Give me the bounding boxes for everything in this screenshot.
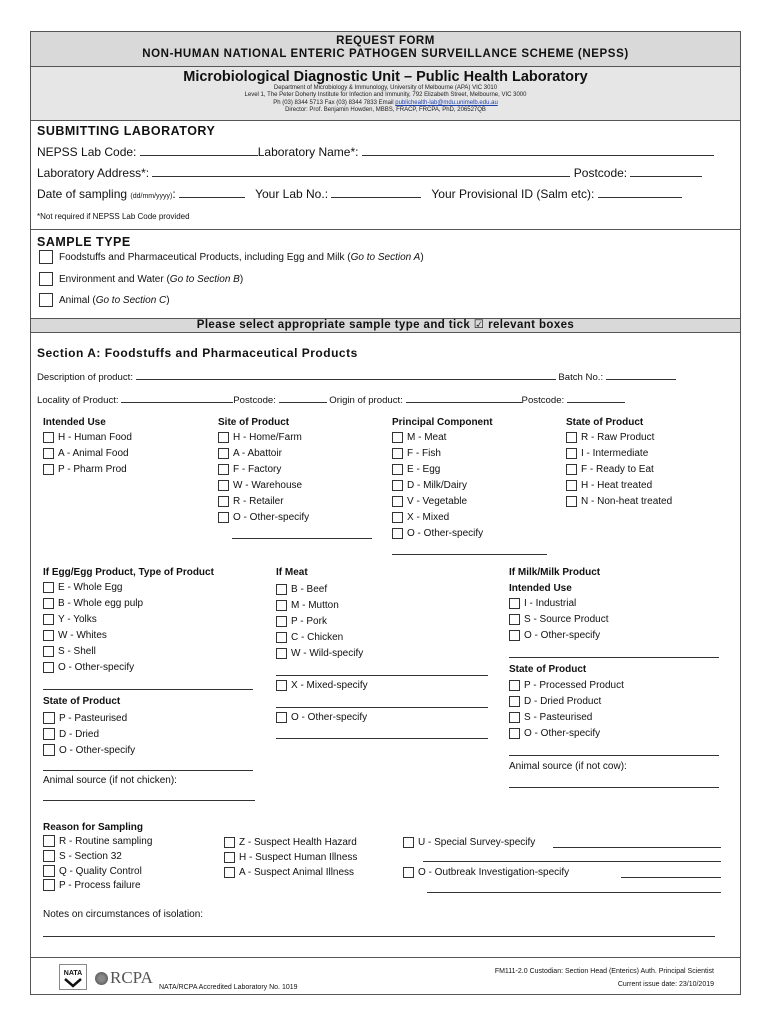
locality-postcode-field[interactable] xyxy=(279,393,327,403)
required-note: *Not required if NEPSS Lab Code provided xyxy=(37,212,190,221)
sample-type-animal[interactable]: Animal ( Go to Section C ) xyxy=(39,293,170,307)
accredited-text: NATA/RCPA Accredited Laboratory No. 1019 xyxy=(159,984,298,991)
checkbox[interactable] xyxy=(392,448,403,459)
rcpa-logo: RCPA xyxy=(95,968,153,988)
checkbox[interactable] xyxy=(392,496,403,507)
milk-state-option[interactable]: D - Dried Product xyxy=(509,696,601,707)
milk-use-option[interactable]: O - Other-specify xyxy=(509,630,600,641)
checkbox[interactable] xyxy=(392,480,403,491)
reason-option[interactable]: H - Suspect Human Illness xyxy=(224,852,357,863)
special-survey-field[interactable] xyxy=(553,847,721,848)
checkbox[interactable] xyxy=(276,616,287,627)
checkbox[interactable] xyxy=(509,680,520,691)
checkbox[interactable] xyxy=(43,614,54,625)
checkbox[interactable] xyxy=(43,662,54,673)
submitting-lab-section xyxy=(31,122,740,229)
state-option[interactable]: H - Heat treated xyxy=(566,480,652,491)
special-survey-field-2[interactable] xyxy=(423,861,721,862)
egg-state-option[interactable]: P - Pasteurised xyxy=(43,712,127,724)
sample-type-food[interactable]: Foodstuffs and Pharmaceutical Products, including Egg and Milk ( Go to Section A ) xyxy=(39,250,424,264)
state-option[interactable]: R - Raw Product xyxy=(566,432,654,443)
checkbox[interactable] xyxy=(224,837,235,848)
checkbox[interactable] xyxy=(392,528,403,539)
milk-use-other-field[interactable] xyxy=(509,657,719,658)
state-option[interactable]: I - Intermediate xyxy=(566,448,648,459)
checkbox[interactable] xyxy=(509,712,520,723)
request-form-page xyxy=(30,31,741,995)
meat-other-field[interactable] xyxy=(276,738,488,739)
egg-option[interactable]: O - Other-specify xyxy=(43,662,134,673)
checkbox[interactable] xyxy=(43,448,54,459)
origin-field[interactable] xyxy=(406,393,522,403)
site-option[interactable]: F - Factory xyxy=(218,464,281,475)
issue-date-text: Current issue date: 23/10/2019 xyxy=(617,981,714,988)
site-option[interactable]: W - Warehouse xyxy=(218,480,302,491)
milk-state-title: State of Product xyxy=(509,664,587,675)
milk-animal-label: Animal source (if not cow): xyxy=(509,761,627,772)
principal-title: Principal Component xyxy=(392,417,493,428)
postcode-field[interactable] xyxy=(630,167,702,177)
principal-option[interactable]: F - Fish xyxy=(392,448,441,459)
outbreak-field[interactable] xyxy=(621,877,721,878)
checkbox[interactable] xyxy=(218,496,229,507)
description-field[interactable] xyxy=(136,370,556,380)
checkbox[interactable] xyxy=(403,837,414,848)
lab-code-field[interactable] xyxy=(140,146,258,156)
egg-title: If Egg/Egg Product, Type of Product xyxy=(43,567,214,578)
batch-field[interactable] xyxy=(606,370,676,380)
principal-option[interactable]: D - Milk/Dairy xyxy=(392,480,467,491)
egg-option[interactable]: W - Whites xyxy=(43,630,107,641)
principal-other-field[interactable] xyxy=(392,554,547,555)
form-title-block xyxy=(31,32,740,67)
notes-label: Notes on circumstances of isolation: xyxy=(43,909,204,920)
egg-option[interactable]: E - Whole Egg xyxy=(43,582,122,593)
site-option[interactable]: H - Home/Farm xyxy=(218,432,302,443)
nata-logo-text: NATA xyxy=(63,970,83,977)
reason-option[interactable]: Z - Suspect Health Hazard xyxy=(224,837,357,848)
site-other-field[interactable] xyxy=(232,538,372,539)
egg-option[interactable]: B - Whole egg pulp xyxy=(43,598,143,609)
egg-state-other-field[interactable] xyxy=(43,770,253,771)
checkbox[interactable] xyxy=(276,648,287,659)
unit-name: Microbiological Diagnostic Unit – Public Health Laboratory xyxy=(183,69,588,85)
meat-option[interactable]: W - Wild-specify xyxy=(276,648,363,659)
checkbox[interactable] xyxy=(276,712,287,723)
checkbox[interactable] xyxy=(276,600,287,611)
principal-option[interactable]: M - Meat xyxy=(392,432,446,443)
email-link[interactable]: publichealth-lab@mdu.unimelb.edu.au xyxy=(395,99,498,106)
intended-use-option[interactable]: P - Pharm Prod xyxy=(43,464,127,475)
milk-title: If Milk/Milk Product xyxy=(509,567,601,578)
sample-type-heading: SAMPLE TYPE xyxy=(37,235,131,249)
lab-address-field[interactable] xyxy=(152,167,570,177)
outbreak-field-2[interactable] xyxy=(427,892,721,893)
dept-line: Department of Microbiology & Immunology, University of Melbourne (APA) VIC 3010 xyxy=(273,85,498,91)
prov-id-field[interactable] xyxy=(598,188,682,198)
checkbox[interactable] xyxy=(43,744,55,756)
principal-option[interactable]: E - Egg xyxy=(392,464,440,475)
egg-state-option[interactable]: O - Other-specify xyxy=(43,744,135,756)
sample-type-section xyxy=(31,230,740,320)
site-option[interactable]: R - Retailer xyxy=(218,496,284,507)
checkbox[interactable] xyxy=(43,630,54,641)
lab-name-field[interactable] xyxy=(362,146,714,156)
egg-option[interactable]: S - Shell xyxy=(43,646,96,657)
meat-other-option[interactable]: O - Other-specify xyxy=(276,712,367,723)
footer xyxy=(31,957,740,995)
meat-option[interactable]: C - Chicken xyxy=(276,632,343,643)
meat-option[interactable]: B - Beef xyxy=(276,584,327,595)
meat-option[interactable]: M - Mutton xyxy=(276,600,339,611)
checkbox[interactable] xyxy=(509,598,520,609)
scheme-title: NON-HUMAN NATIONAL ENTERIC PATHOGEN SURVEILLANCE SCHEME (NEPSS) xyxy=(142,48,629,60)
contact-line: Ph (03) 8344 5713 Fax (03) 8344 7833 Email publichealth-lab@mdu.unimelb.edu.au xyxy=(273,99,498,106)
checkbox[interactable] xyxy=(43,432,54,443)
date-sampling-field[interactable] xyxy=(179,188,245,198)
milk-use-option[interactable]: S - Source Product xyxy=(509,614,608,625)
milk-state-other-field[interactable] xyxy=(509,755,719,756)
instruction-band: Please select appropriate sample type and tick ☑ relevant boxes xyxy=(31,318,740,333)
milk-state-option[interactable]: S - Pasteurised xyxy=(509,712,592,723)
checkbox[interactable] xyxy=(403,867,414,878)
section-a-heading: Section A: Foodstuffs and Pharmaceutical Products xyxy=(37,346,358,360)
reason-option[interactable]: P - Process failure xyxy=(43,879,141,891)
principal-option[interactable]: V - Vegetable xyxy=(392,496,467,507)
rcpa-globe-icon xyxy=(95,972,108,985)
checkbox[interactable] xyxy=(224,867,235,878)
checkbox[interactable] xyxy=(218,448,229,459)
checkbox[interactable] xyxy=(43,712,55,724)
egg-state-option[interactable]: D - Dried xyxy=(43,728,99,740)
checkbox[interactable] xyxy=(218,464,229,475)
checkbox[interactable] xyxy=(224,852,235,863)
locality-field[interactable] xyxy=(121,393,233,403)
intended-use-title: Intended Use xyxy=(43,417,106,428)
notes-field[interactable] xyxy=(43,936,715,937)
egg-state-title: State of Product xyxy=(43,696,121,707)
principal-option[interactable]: X - Mixed xyxy=(392,512,449,523)
reason-option[interactable]: R - Routine sampling xyxy=(43,835,152,847)
milk-use-title: Intended Use xyxy=(509,583,572,594)
checkbox[interactable] xyxy=(218,512,229,523)
checkbox[interactable] xyxy=(566,448,577,459)
site-option[interactable]: O - Other-specify xyxy=(218,512,309,523)
checkbox[interactable] xyxy=(43,582,54,593)
reason-option[interactable]: S - Section 32 xyxy=(43,850,122,862)
description-row: Description of product: Batch No.: xyxy=(37,370,676,383)
checkbox[interactable] xyxy=(218,480,229,491)
nata-logo-icon xyxy=(59,964,87,990)
animal-checkbox[interactable] xyxy=(39,293,53,307)
reason-option[interactable]: O - Outbreak Investigation-specify xyxy=(403,867,569,878)
checkbox[interactable] xyxy=(509,630,520,641)
checkbox[interactable] xyxy=(43,728,55,740)
checkbox[interactable] xyxy=(43,835,55,847)
lab-code-row: NEPSS Lab Code: Laboratory Name*: xyxy=(37,145,714,159)
egg-option[interactable]: Y - Yolks xyxy=(43,614,97,625)
reason-option[interactable]: Q - Quality Control xyxy=(43,865,142,877)
egg-animal-label: Animal source (if not chicken): xyxy=(43,775,177,786)
meat-mixed-option[interactable]: X - Mixed-specify xyxy=(276,680,368,691)
checkbox[interactable] xyxy=(566,464,577,475)
checkbox[interactable] xyxy=(43,879,55,891)
milk-state-option[interactable]: P - Processed Product xyxy=(509,680,624,691)
principal-option[interactable]: O - Other-specify xyxy=(392,528,483,539)
intended-use-option[interactable]: A - Animal Food xyxy=(43,448,129,459)
address-row: Laboratory Address*: Postcode: xyxy=(37,166,702,180)
checkbox[interactable] xyxy=(43,850,55,862)
checkbox[interactable] xyxy=(566,432,577,443)
site-option[interactable]: A - Abattoir xyxy=(218,448,282,459)
milk-use-option[interactable]: I - Industrial xyxy=(509,598,576,609)
state-option[interactable]: N - Non-heat treated xyxy=(566,496,672,507)
environment-checkbox[interactable] xyxy=(39,272,53,286)
your-lab-no-field[interactable] xyxy=(331,188,421,198)
checkbox[interactable] xyxy=(276,584,287,595)
intended-use-option[interactable]: H - Human Food xyxy=(43,432,132,443)
milk-state-option[interactable]: O - Other-specify xyxy=(509,728,600,739)
checkbox[interactable] xyxy=(509,728,520,739)
checkbox[interactable] xyxy=(43,646,54,657)
checkbox[interactable] xyxy=(509,614,520,625)
milk-animal-field[interactable] xyxy=(509,787,719,788)
checkbox[interactable] xyxy=(43,598,54,609)
reason-title: Reason for Sampling xyxy=(43,822,144,833)
origin-postcode-field[interactable] xyxy=(567,393,625,403)
form-title: REQUEST FORM xyxy=(336,35,435,47)
submitting-heading: SUBMITTING LABORATORY xyxy=(37,124,216,138)
checkbox[interactable] xyxy=(218,432,229,443)
checkbox[interactable] xyxy=(43,464,54,475)
food-checkbox[interactable] xyxy=(39,250,53,264)
reason-option[interactable]: U - Special Survey-specify xyxy=(403,837,535,848)
egg-animal-field[interactable] xyxy=(43,800,255,801)
reason-option[interactable]: A - Suspect Animal Illness xyxy=(224,867,354,878)
sampling-row: Date of sampling (dd/mm/yyyy): Your Lab No.: Your Provisional ID (Salm etc): xyxy=(37,187,682,201)
checkbox[interactable] xyxy=(566,496,577,507)
director-line: Director: Prof. Benjamin Howden, MBBS, FRACP, FRCPA, PhD, 206527QB xyxy=(285,107,486,114)
sample-type-environment[interactable]: Environment and Water ( Go to Section B ) xyxy=(39,272,243,286)
locality-row: Locality of Product: Postcode: Origin of product: Postcode: xyxy=(37,393,625,406)
checkbox[interactable] xyxy=(43,865,55,877)
address-line: Level 1, The Peter Doherty Institute for Infection and Immunity, 792 Elizabeth Street, Melbourne, VIC 3000 xyxy=(244,92,527,99)
checkbox[interactable] xyxy=(566,480,577,491)
checkbox[interactable] xyxy=(392,432,403,443)
state-title: State of Product xyxy=(566,417,644,428)
meat-wild-field[interactable] xyxy=(276,675,488,676)
egg-other-field[interactable] xyxy=(43,689,253,690)
checkbox[interactable] xyxy=(392,464,403,475)
state-option[interactable]: F - Ready to Eat xyxy=(566,464,654,475)
checkbox[interactable] xyxy=(276,632,287,643)
checkbox[interactable] xyxy=(276,680,287,691)
site-title: Site of Product xyxy=(218,417,290,428)
form-info-text: FM111-2.0 Custodian: Section Head (Enterics) Auth. Principal Scientist xyxy=(494,968,714,975)
lab-info-block xyxy=(31,67,740,121)
meat-mixed-field[interactable] xyxy=(276,707,488,708)
meat-title: If Meat xyxy=(276,567,308,578)
checkbox[interactable] xyxy=(392,512,403,523)
meat-option[interactable]: P - Pork xyxy=(276,616,327,627)
checkbox[interactable] xyxy=(509,696,520,707)
